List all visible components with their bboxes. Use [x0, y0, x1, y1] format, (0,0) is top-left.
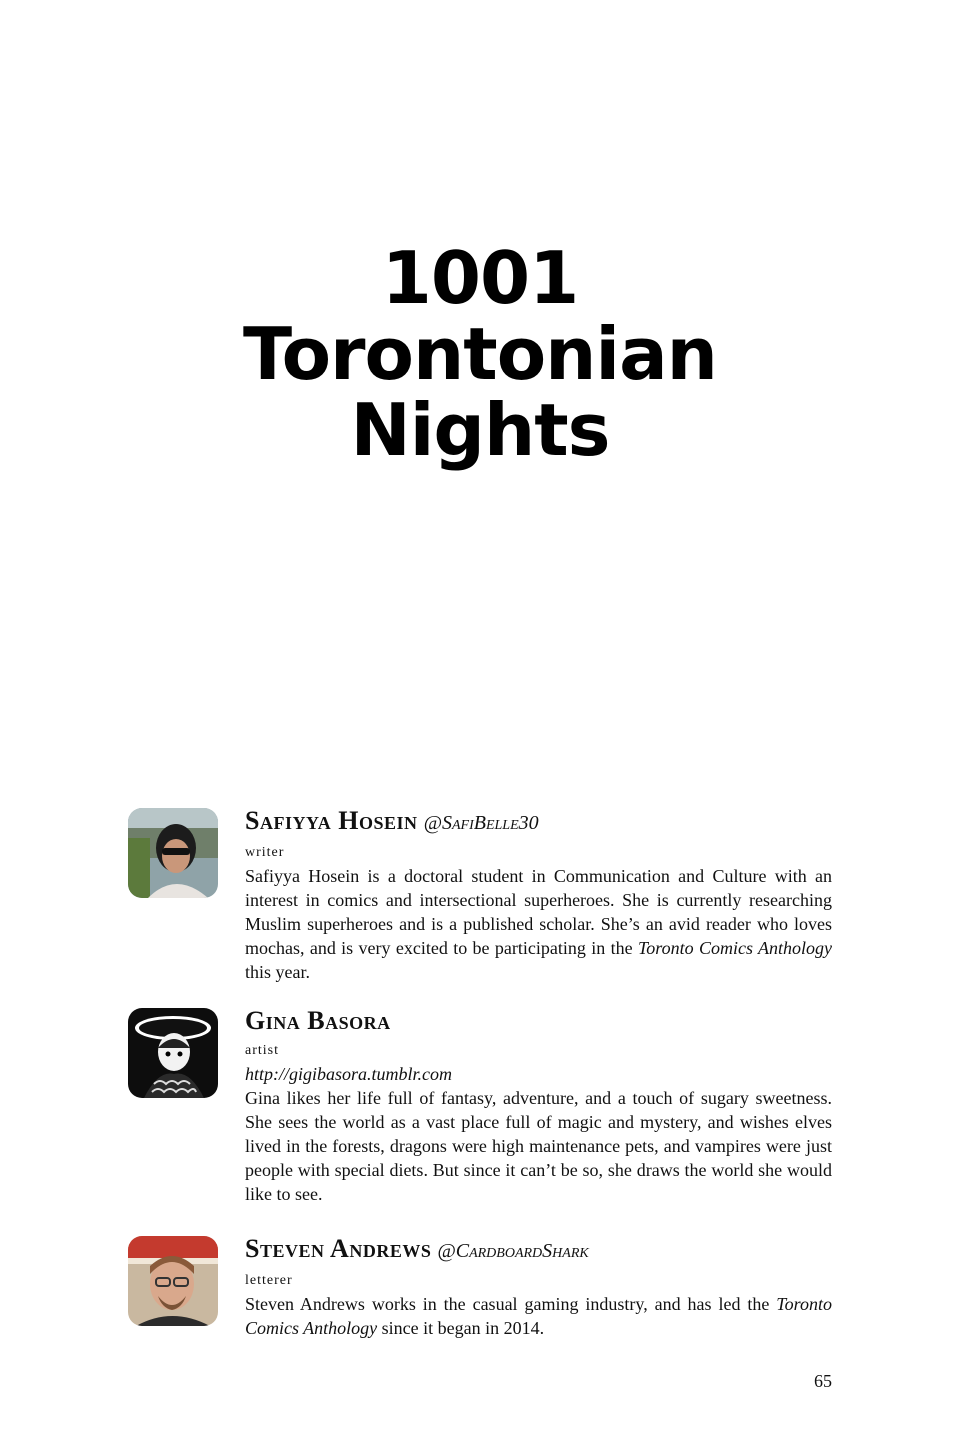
bio-text-part: this year. — [245, 962, 310, 982]
avatar-illustration — [128, 1008, 218, 1098]
bio-heading — [245, 806, 832, 838]
bio-text-part: since it began in 2014. — [377, 1318, 545, 1338]
bio-heading — [245, 1006, 832, 1036]
bio-text: Gina likes her life full of fantasy, adventure, and a touch of sugary sweetness. She sees the world as a vast place full of magic and mystery, and wishes elves lived in the forests, dragons were high maintenance pets, and vampires were just people with special diets. But since it can’t be so, she draws the world she would like to see. — [245, 1088, 832, 1204]
contributor-name: Steven Andrews — [245, 1234, 432, 1263]
anthology-title: Toronto Comics Anthology — [637, 938, 833, 958]
story-title — [0, 236, 960, 472]
contributor-role: artist — [245, 1043, 279, 1058]
title-line-2: Torontonian — [243, 312, 717, 396]
contributor-name: Gina Basora — [245, 1006, 391, 1035]
bio-content — [245, 1234, 832, 1340]
title-line-3: Nights — [350, 388, 610, 472]
page-number: 65 — [814, 1371, 832, 1391]
contributor-role: writer — [245, 845, 285, 860]
twitter-handle: @CardboardShark — [437, 1240, 589, 1262]
twitter-handle: @SafiBelle30 — [423, 812, 539, 834]
website-link[interactable]: http://gigibasora.tumblr.com — [245, 1064, 453, 1084]
avatar-photo — [128, 1236, 218, 1326]
anthology-title: Toronto Comics Anthology — [245, 1294, 832, 1338]
contributor-role: letterer — [245, 1273, 293, 1288]
contributor-name: Safiyya Hosein — [245, 806, 418, 835]
bio-content — [245, 806, 832, 984]
bio-text — [245, 864, 832, 984]
bio-text-part: Steven Andrews works in the casual gaming industry, and has led the — [245, 1294, 777, 1314]
bio-heading — [245, 1234, 832, 1266]
title-line-1: 1001 — [381, 236, 579, 320]
avatar-photo — [128, 808, 218, 898]
bio-text — [245, 1292, 832, 1340]
bio-text-part: Safiyya Hosein is a doctoral student in Communication and Culture with an interest in comics and intersectional superheroes. She is currently researching Muslim superheroes and is a published scholar. She’s an avid reader who loves mochas, and is very excited to be participating in the — [245, 866, 832, 958]
bio-content — [245, 1006, 832, 1206]
